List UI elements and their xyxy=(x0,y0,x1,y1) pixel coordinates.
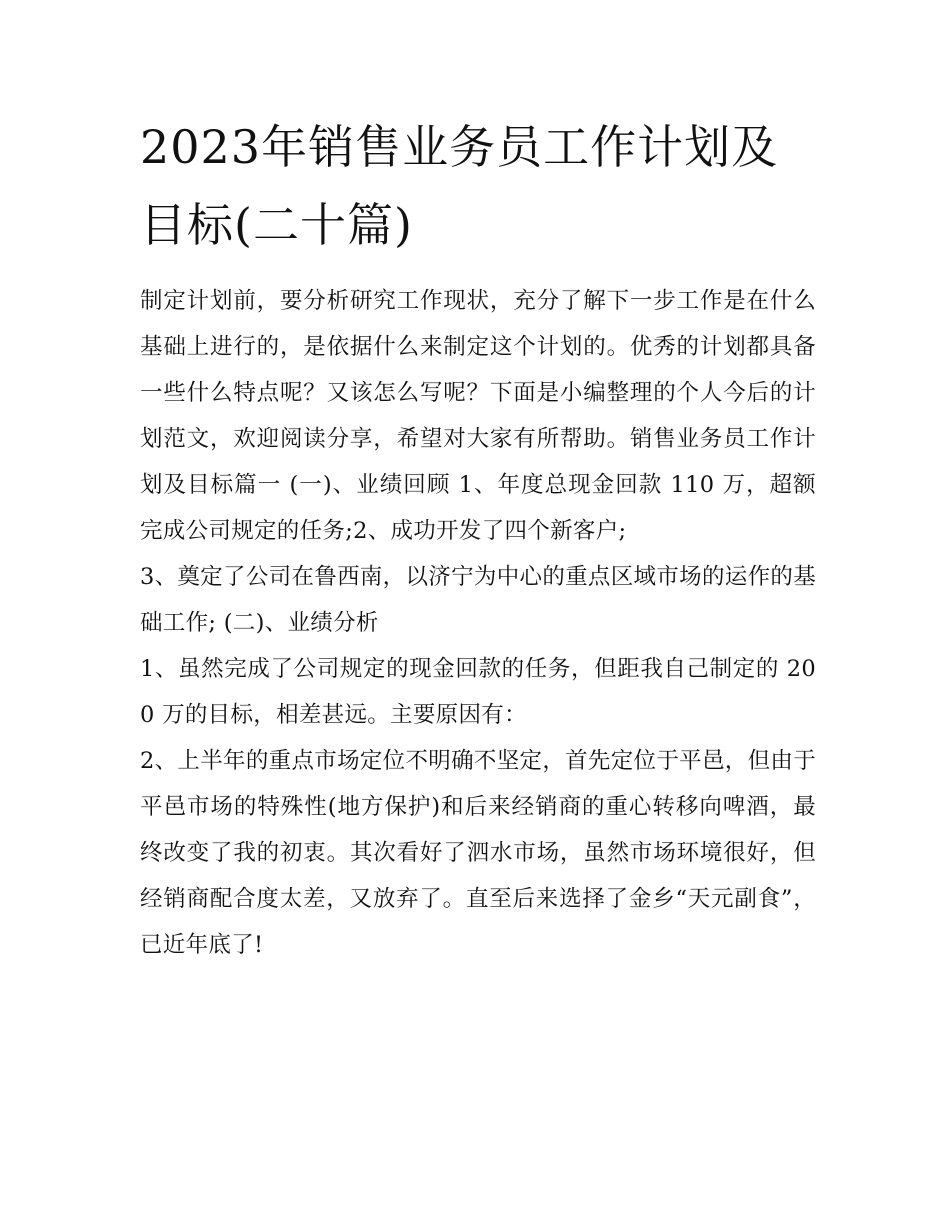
document-title: 2023年销售业务员工作计划及目标(二十篇) xyxy=(140,120,779,252)
paragraph-analysis-2: 2、上半年的重点市场定位不明确不坚定，首先定位于平邑，但由于平邑市场的特殊性(地方保护)和后来经销商的重心转移向啤酒，最终改变了我的初衷。其次看好了泗水市场，虽然市场环境很好，但经销商配合度太差，又放弃了。直至后来选择了金乡“天元副食”，已近年底了! xyxy=(140,748,816,958)
document-body xyxy=(140,278,816,968)
paragraph-item-3: 3、奠定了公司在鲁西南，以济宁为中心的重点区域市场的运作的基础工作; (二)、业绩分析 xyxy=(140,564,816,636)
document-page xyxy=(140,108,816,968)
paragraph-intro: 制定计划前，要分析研究工作现状，充分了解下一步工作是在什么基础上进行的，是依据什么来制定这个计划的。优秀的计划都具备一些什么特点呢？又该怎么写呢？下面是小编整理的个人今后的计划范文，欢迎阅读分享，希望对大家有所帮助。销售业务员工作计划及目标篇一 (一)、业绩回顾 1、年度总现金回款 110 万，超额完成公司规定的任务;2、成功开发了四个新客户; xyxy=(140,288,816,544)
paragraph-analysis-1: 1、虽然完成了公司规定的现金回款的任务，但距我自己制定的 200 万的目标，相差甚远。主要原因有： xyxy=(140,656,816,728)
